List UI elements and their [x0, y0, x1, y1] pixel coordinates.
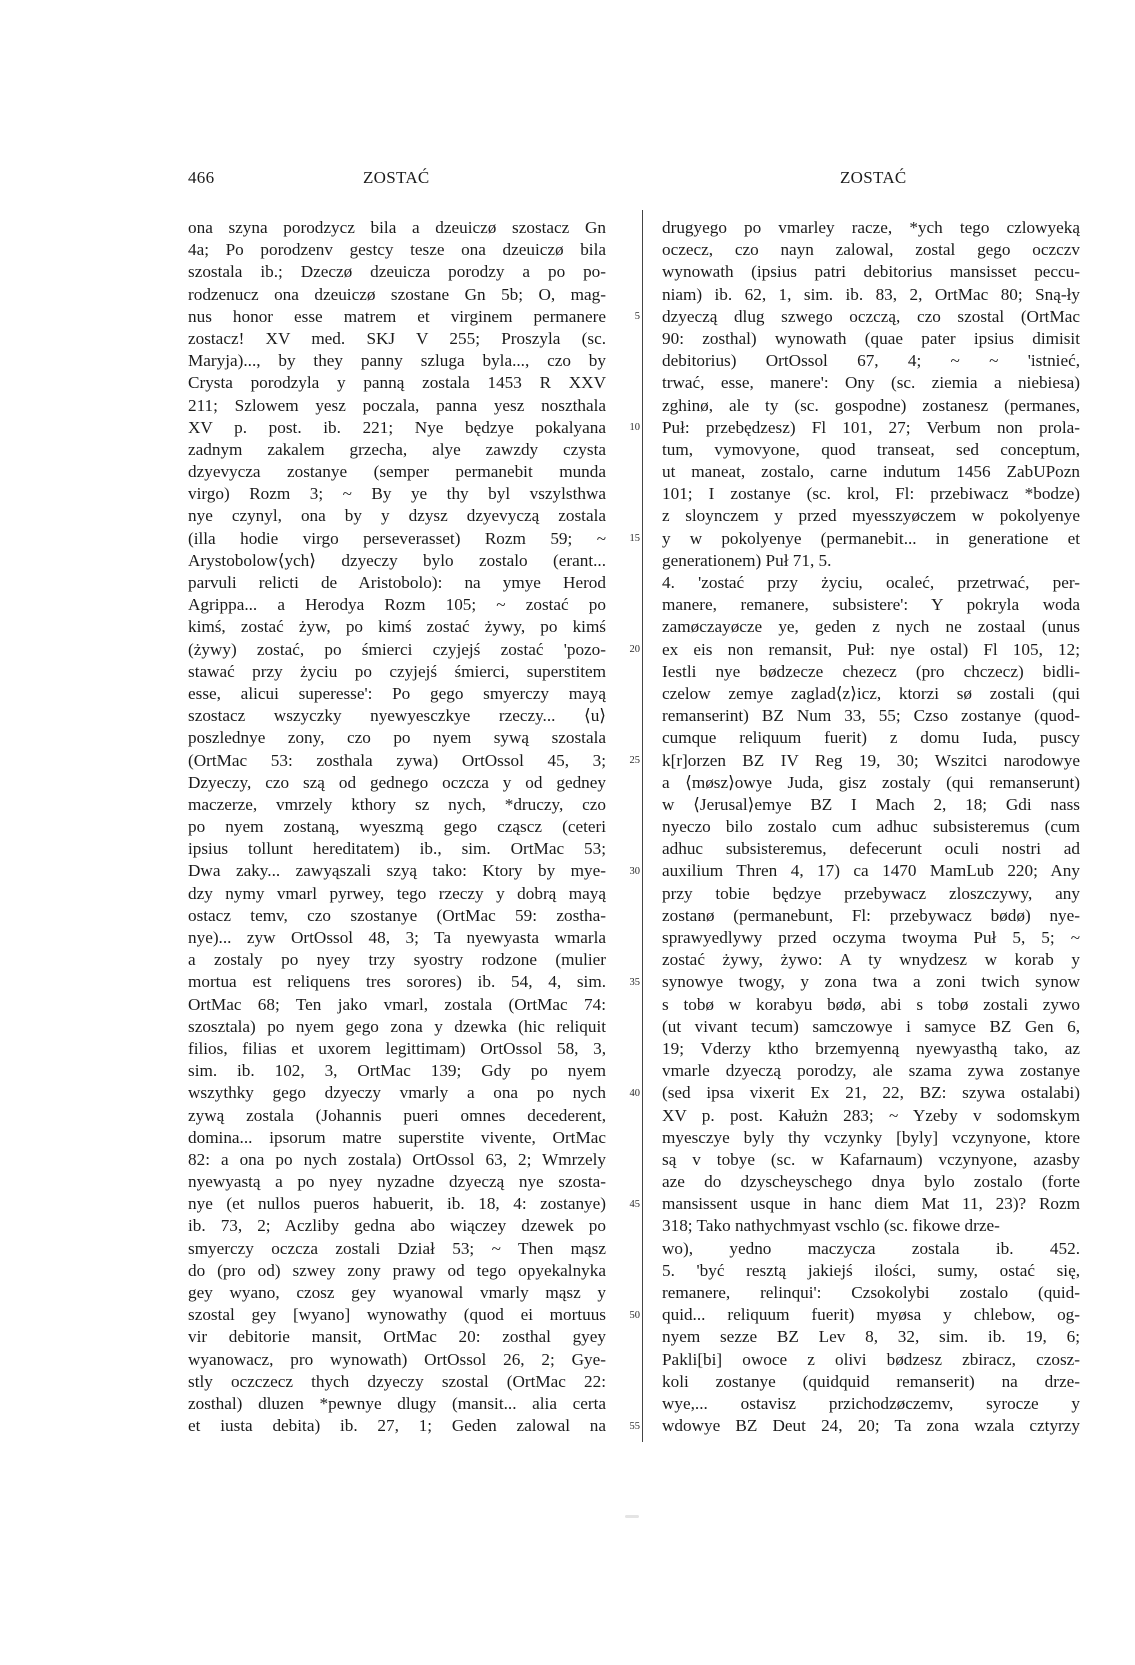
left-column-line: 211; Szlowem yesz poczala, panna yesz noszthala	[188, 395, 606, 415]
left-column-line: ipsius tollunt hereditatem) ib., sim. OrtMac 53;	[188, 839, 606, 859]
left-column-line: Dzyeczy, czo szą od gednego oczcza y od gedney	[188, 772, 606, 792]
right-column-line: w ⟨Jerusal⟩emye BZ I Mach 2, 18; Gdi nass	[662, 794, 1080, 814]
right-column-line: auxilium Thren 4, 17) ca 1470 MamLub 220; Any	[662, 861, 1080, 881]
line-number: 25	[629, 754, 640, 766]
right-column-line: 5. 'być resztą jakiejś ilości, sumy, ostać się,	[662, 1260, 1080, 1280]
left-column-line: szostal gey [wyano] wynowathy (quod ei mortuus	[188, 1305, 606, 1325]
right-column-line: Iestli nye bødzecze chezecz (pro chczecz) bidli-	[662, 661, 1080, 681]
right-column-line: przy tobie będzye przebywacz zloszczywy, any	[662, 883, 1080, 903]
column-divider	[642, 210, 643, 1442]
right-column-line: ex eis non remansit, Puł: nye ostal) Fl 105, 12;	[662, 639, 1080, 659]
line-number: 10	[629, 421, 640, 433]
left-column-line: dzyevycza zostanye (semper permanebit munda	[188, 462, 606, 482]
left-column-line: nye (et nullos pueros habuerit, ib. 18, 4: zostanye)	[188, 1194, 606, 1214]
left-column-line: XV p. post. ib. 221; Nye będzye pokalyana	[188, 417, 606, 437]
left-column-line: mortua est reliquens tres sorores) ib. 54, 4, sim.	[188, 972, 606, 992]
left-column-line: sim. ib. 102, 3, OrtMac 139; Gdy po nyem	[188, 1061, 606, 1081]
right-column-line: wdowye BZ Deut 24, 20; Ta zona wzala cztyrzy	[662, 1416, 1080, 1436]
right-column-line: zostanø (permanebunt, Fl: przebywacz bødø) nye-	[662, 905, 1080, 925]
left-column-line: nye czynyl, ona by y dzysz dzyevyczą zostala	[188, 506, 606, 526]
right-column-line: zostać żywy, żywo: A ty wnydzesz w korab y	[662, 950, 1080, 970]
right-column-line: zamøczayøcze ye, geden z nych ne zostaal (unus	[662, 617, 1080, 637]
line-number: 35	[629, 976, 640, 988]
left-column-line: Crysta porodzyla y panną zostala 1453 R XXV	[188, 373, 606, 393]
line-number: 55	[629, 1420, 640, 1432]
right-column-line: wo), yedno maczycza zostala ib. 452.	[662, 1238, 1080, 1258]
right-column-line: koli zostanye (quidquid remanserit) na drze-	[662, 1371, 1080, 1391]
left-column-line: do (pro od) szwey zony prawy od tego opyekalnyka	[188, 1260, 606, 1280]
left-column-line: 82: a ona po nych zostala) OrtOssol 63, 2; Wmrzely	[188, 1149, 606, 1169]
right-column-line: s tobø w korabyu bødø, abi s tobø zostali zywo	[662, 994, 1080, 1014]
right-column-line: 101; I zostanye (sc. krol, Fl: przebiwacz *bodze)	[662, 484, 1080, 504]
left-column-line: OrtMac 68; Ten jako vmarl, zostala (OrtMac 74:	[188, 994, 606, 1014]
line-number: 45	[629, 1198, 640, 1210]
line-number: 50	[629, 1309, 640, 1321]
left-column-line: szostacz wszyczky nyewyesczkye rzeczy... ⟨u⟩	[188, 706, 606, 726]
left-column-line: ona szyna porodzycz bila a dzeuiczø szostacz Gn	[188, 218, 606, 237]
right-column-line: tum, vymovyone, quod transeat, sed conceptum,	[662, 439, 1080, 459]
left-column-line: Arystobolow⟨ych⟩ dzyeczy bylo zostalo (erant...	[188, 550, 606, 570]
left-column-line: Maryja)..., by they panny szluga byla..., czo by	[188, 351, 606, 371]
line-number: 5	[634, 310, 640, 322]
left-column-line: domina... ipsorum matre superstite vivente, OrtMac	[188, 1127, 606, 1147]
right-column-line: manere, remanere, subsistere': Y pokryla woda	[662, 595, 1080, 615]
right-column-line: quid... reliquum fuerit) myøsa y chlebow, og-	[662, 1305, 1080, 1325]
left-column-line: poszlednye zony, czo po nyem sywą szostala	[188, 728, 606, 748]
right-column-line: nyem sezze BZ Lev 8, 32, sim. ib. 19, 6;	[662, 1327, 1080, 1347]
right-column-line: myesczye byly thy vczynky [byly] vczynyone, ktore	[662, 1127, 1080, 1147]
left-column-line: virgo) Rozm 3; ~ By ye thy byl vszylsthwa	[188, 484, 606, 504]
right-column-line: 4. 'zostać przy życiu, ocaleć, przetrwać, per-	[662, 573, 1080, 592]
left-column-line: wszythky gego dzyeczy vmarly a ona po nych	[188, 1083, 606, 1103]
page-number: 466	[188, 168, 215, 187]
right-column-line: 318; Tako nathychmyast vschlo (sc. fikowe drze-	[662, 1216, 1000, 1236]
right-column-line: trwać, esse, manere': Ony (sc. ziemia a niebiesa)	[662, 373, 1080, 393]
left-column-line: zostacz! XV med. SKJ V 255; Proszyla (sc.	[188, 328, 606, 348]
right-column-line: nyeczo bilo zostalo cum adhuc subsisteremus (cum	[662, 817, 1080, 837]
line-number: 30	[629, 865, 640, 877]
left-column-line: stly oczczecz thych dzyeczy szostal (OrtMac 22:	[188, 1371, 606, 1391]
left-column-line: maczerze, vmrzely kthory sz nych, *druczy, czo	[188, 794, 606, 814]
left-column-line: et iusta debita) ib. 27, 1; Geden zalowal na	[188, 1416, 606, 1436]
left-column-line: szosztala) po nyem gego zona y dzewka (hic reliquit	[188, 1016, 606, 1036]
right-column-line: adhuc subsisteremus, defecerunt oculi nostri ad	[662, 839, 1080, 859]
right-column	[662, 217, 1080, 1447]
left-column-line: gey wyano, czosz gey wyanowal vmarly mąsz y	[188, 1283, 606, 1302]
left-column-line: szostala ib.; Dzeczø dzeuicza porodzy a po po-	[188, 262, 606, 282]
right-column-line: remanere, relinqui': Czsokolybi zostalo (quid-	[662, 1283, 1080, 1302]
right-column-line: (sed ipsa vixerit Ex 21, 22, BZ: szywa ostalabi)	[662, 1083, 1080, 1103]
left-column-line: Dwa zaky... zawyąszali szyą tako: Ktory by mye-	[188, 861, 606, 881]
line-number: 20	[629, 643, 640, 655]
right-column-line: generationem) Puł 71, 5.	[662, 550, 832, 570]
left-column-line: a zostaly po nyey trzy syostry rodzone (mulier	[188, 950, 606, 970]
left-column-line: po nyem zostaną, wyeszmą gego cząscz (ceteri	[188, 817, 606, 837]
right-column-line: sprawyedlywy przed oczyma twoyma Puł 5, 5; ~	[662, 928, 1080, 947]
right-column-line: są v tobye (sc. w Kafarnaum) vczynyone, azasby	[662, 1149, 1080, 1169]
right-column-line: debitorius) OrtOssol 67, 4; ~ ~ 'istnieć,	[662, 351, 1080, 371]
right-column-line: vmarle dzyeczą porodzy, ale szama zywa zostanye	[662, 1061, 1080, 1081]
line-number: 40	[629, 1087, 640, 1099]
left-column	[188, 217, 606, 1447]
left-column-line: parvuli relicti de Aristobolo): na ymye Herod	[188, 573, 606, 592]
right-column-line: synowye twogy, y zona twa a zoni twich synow	[662, 972, 1080, 992]
right-column-line: mansissent usque in hanc diem Mat 11, 23)? Rozm	[662, 1194, 1080, 1214]
right-column-line: 19; Vderzy ktho brzemyenną nyewyasthą tako, az	[662, 1038, 1080, 1058]
right-column-line: y w pokolyenye (permanebit... in generatione et	[662, 528, 1080, 548]
right-column-line: dzyeczą dlug szwego oczczą, czo szostal (OrtMac	[662, 306, 1080, 326]
right-column-line: zghinø, ale ty (sc. gospodne) zostanesz (permanes,	[662, 395, 1080, 415]
left-column-line: ostacz temv, czo szostanye (OrtMac 59: zostha-	[188, 905, 606, 925]
left-column-line: nyewyastą a po nyey nyzadne dzyeczą nye szosta-	[188, 1172, 606, 1192]
right-column-line: XV p. post. Kałużn 283; ~ Yzeby v sodomskym	[662, 1105, 1080, 1125]
right-column-line: Pakli[bi] owoce z olivi bødzesz zbiracz, czosz-	[662, 1349, 1080, 1369]
left-column-line: (OrtMac 53: zosthala zywa) OrtOssol 45, 3;	[188, 750, 606, 770]
right-column-line: drugyego po vmarley racze, *ych tego czlowyeką	[662, 218, 1080, 237]
right-column-line: oczecz, czo nayn zalowal, zostal gego oczczv	[662, 240, 1080, 260]
left-column-line: rodzenucz ona dzeuiczø szostane Gn 5b; O, mag-	[188, 284, 606, 304]
right-column-line: cumque reliquum fuerit) z domu Iuda, puscy	[662, 728, 1080, 748]
left-column-line: nus honor esse matrem et virginem permanere	[188, 306, 606, 326]
right-column-line: aze do dzyscheyschego dnya bylo zostalo (forte	[662, 1172, 1080, 1192]
left-column-line: zadnym zakalem grzecha, alye zawzdy czysta	[188, 439, 606, 459]
left-column-line: dzy nymy vmarl pyrwey, tego rzeczy y dobrą mayą	[188, 883, 606, 903]
running-head-left: ZOSTAĆ	[363, 168, 430, 187]
left-column-line: kimś, zostać żyw, po kimś zostać żywy, po kimś	[188, 617, 606, 637]
right-column-line: remanserint) BZ Num 33, 55; Czso zostanye (quod-	[662, 706, 1080, 726]
running-head-right: ZOSTAĆ	[840, 168, 907, 187]
right-column-line: (ut vivant tecum) samczowye i samyce BZ Gen 6,	[662, 1016, 1080, 1036]
right-column-line: niam) ib. 62, 1, sim. ib. 83, 2, OrtMac 80; Sną-ły	[662, 284, 1080, 304]
right-column-line: k[r]orzen BZ IV Reg 19, 30; Wszitci narodowye	[662, 750, 1080, 770]
left-column-line: (illa hodie virgo perseverasset) Rozm 59; ~	[188, 528, 606, 548]
line-number: 15	[629, 532, 640, 544]
left-column-line: nye)... zyw OrtOssol 48, 3; Ta nyewyasta wmarla	[188, 928, 606, 947]
right-column-line: wynowath (ipsius patri debitorius mansisset peccu-	[662, 262, 1080, 282]
left-column-line: wyanowacz, pro wynowath) OrtOssol 26, 2; Gye-	[188, 1349, 606, 1369]
left-column-line: 4a; Po porodzenv gestcy tesze ona dzeuiczø bila	[188, 240, 606, 260]
left-column-line: stawać przy życiu po czyjejś śmierci, superstitem	[188, 661, 606, 681]
right-column-line: a ⟨møsz⟩owye Juda, gisz zostaly (qui remanserunt)	[662, 772, 1080, 792]
right-column-line: z sloynczem y przed myesszyøczem w pokolyenye	[662, 506, 1080, 526]
right-column-line: ut maneat, zostalo, carne indutum 1456 ZabUPozn	[662, 462, 1080, 482]
left-column-line: Agrippa... a Herodya Rozm 105; ~ zostać po	[188, 595, 606, 615]
left-column-line: zosthal) dluzen *pewnye dlugy (mansit... alia certa	[188, 1393, 606, 1413]
page-mark	[625, 1515, 639, 1518]
right-column-line: Puł: przebędzesz) Fl 101, 27; Verbum non prola-	[662, 417, 1080, 437]
left-column-line: esse, alicui superesse': Po gego smyerczy mayą	[188, 683, 606, 703]
left-column-line: (żywy) zostać, po śmierci czyjejś zostać 'pozo-	[188, 639, 606, 659]
right-column-line: 90: zosthal) wynowath (quae pater ipsius dimisit	[662, 328, 1080, 348]
left-column-line: filios, filias et uxorem legittimam) OrtOssol 58, 3,	[188, 1038, 606, 1058]
right-column-line: wye,... ostavisz przichodzøczemv, syrocze y	[662, 1393, 1080, 1413]
left-column-line: smyerczy oczcza zostali Dział 53; ~ Then mąsz	[188, 1238, 606, 1258]
left-column-line: vir debitorie mansit, OrtMac 20: zosthal gyey	[188, 1327, 606, 1347]
left-column-line: zywą zostala (Johannis pueri omnes decederent,	[188, 1105, 606, 1125]
left-column-line: ib. 73, 2; Aczliby gedna abo wiączey dzewek po	[188, 1216, 606, 1236]
right-column-line: czelow zemye zaglad⟨z⟩icz, ktorzi sø zostali (qui	[662, 683, 1080, 703]
